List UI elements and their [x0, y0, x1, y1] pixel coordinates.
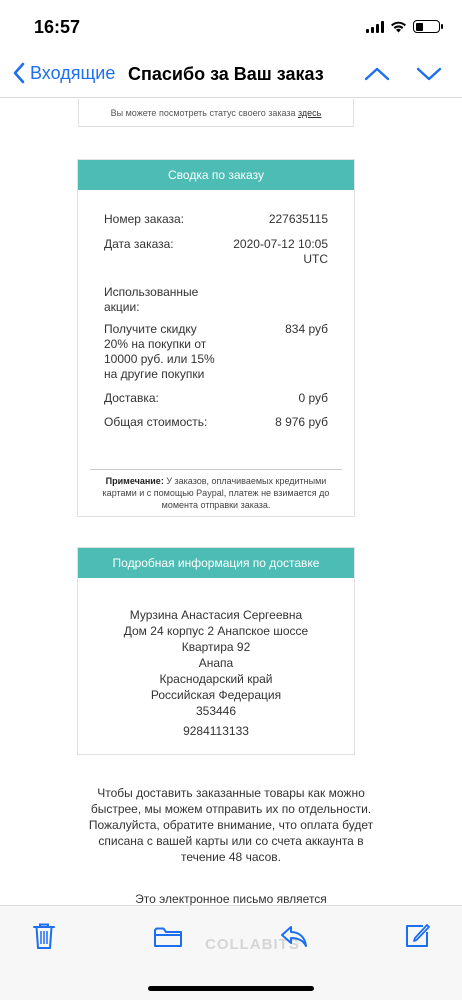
promos-row: [104, 285, 328, 315]
email-disclaimer: Это электронное письмо является: [135, 892, 327, 905]
message-nav: [364, 64, 442, 84]
order-timezone: UTC: [303, 252, 328, 266]
compose-icon[interactable]: [403, 922, 431, 950]
country: Российская Федерация: [150, 688, 282, 702]
delivery-info-card: [77, 547, 355, 755]
total-label: Общая стоимость:: [104, 415, 208, 429]
bottom-toolbar: [0, 905, 462, 1000]
battery-icon: [413, 20, 440, 33]
status-icons: [366, 20, 440, 33]
order-date-row: [104, 237, 328, 267]
order-date: 2020-07-12 10:05: [233, 237, 328, 251]
recipient-name: Мурзина Анастасия Сергеевна: [129, 608, 303, 622]
chevron-up-icon[interactable]: [364, 64, 390, 84]
note-text: У заказов, оплачиваемых кредитными картами и с помощью Paypal, платеж не взимается до момента отправки заказа.: [102, 476, 330, 510]
promo-value: 834 руб: [285, 322, 328, 336]
order-date-label: Дата заказа:: [104, 237, 174, 251]
email-content: [0, 99, 462, 905]
address-line-1: Дом 24 корпус 2 Анапское шоссе: [123, 624, 309, 638]
wifi-icon: [390, 21, 407, 33]
shipping-label: Доставка:: [104, 391, 159, 405]
reply-icon[interactable]: [280, 924, 308, 948]
order-status-text: Вы можете посмотреть статус своего заказа: [110, 108, 298, 118]
zip-code: 353446: [195, 704, 237, 718]
shipping-row: [104, 391, 328, 406]
note-title: Примечание:: [105, 476, 164, 486]
promos-label: Использованные акции:: [104, 285, 199, 314]
watermark: COLLABITS: [205, 936, 300, 953]
trash-icon[interactable]: [32, 922, 56, 950]
total-row: [104, 415, 328, 430]
payment-note: [94, 475, 338, 511]
promo-row: [104, 322, 328, 382]
order-summary-body: [78, 190, 354, 430]
chevron-left-icon: [12, 62, 26, 84]
shipping-value: 0 руб: [298, 391, 328, 405]
status-bar: [0, 0, 462, 54]
city: Анапа: [198, 656, 234, 670]
order-number-row: [104, 212, 328, 227]
address-line-2: Квартира 92: [181, 640, 251, 654]
back-label: Входящие: [30, 62, 116, 83]
nav-bar: [0, 54, 462, 98]
chevron-down-icon[interactable]: [416, 64, 442, 84]
order-number-value: 227635115: [268, 212, 328, 226]
delivery-address: [78, 578, 354, 739]
page-title: Спасибо за Ваш заказ: [128, 64, 324, 84]
order-status-card: [78, 99, 354, 127]
home-indicator: [148, 986, 314, 991]
total-value: 8 976 руб: [275, 415, 328, 429]
folder-icon[interactable]: [153, 926, 183, 948]
divider: [90, 469, 342, 470]
region: Краснодарский край: [159, 672, 273, 686]
status-time: 16:57: [34, 17, 81, 37]
order-date-value: [233, 237, 328, 267]
promo-text: Получите скидку 20% на покупки от 10000 руб. или 15% на другие покупки: [104, 322, 215, 381]
order-number-label: Номер заказа:: [104, 212, 185, 226]
signal-icon: [366, 21, 384, 33]
order-summary-header: Сводка по заказу: [78, 160, 354, 190]
shipping-notice: Чтобы доставить заказанные товары как можно быстрее, мы можем отправить их по отдельности. Пожалуйста, обратите внимание, что оплата будет списана с вашей карты или со счета аккаунта в течение 48 часов.: [88, 786, 374, 864]
back-button[interactable]: [12, 62, 115, 84]
delivery-info-header: Подробная информация по доставке: [78, 548, 354, 578]
phone-number: 9284113133: [183, 724, 249, 738]
order-status-link[interactable]: здесь: [298, 108, 322, 118]
order-summary-card: [77, 159, 355, 517]
